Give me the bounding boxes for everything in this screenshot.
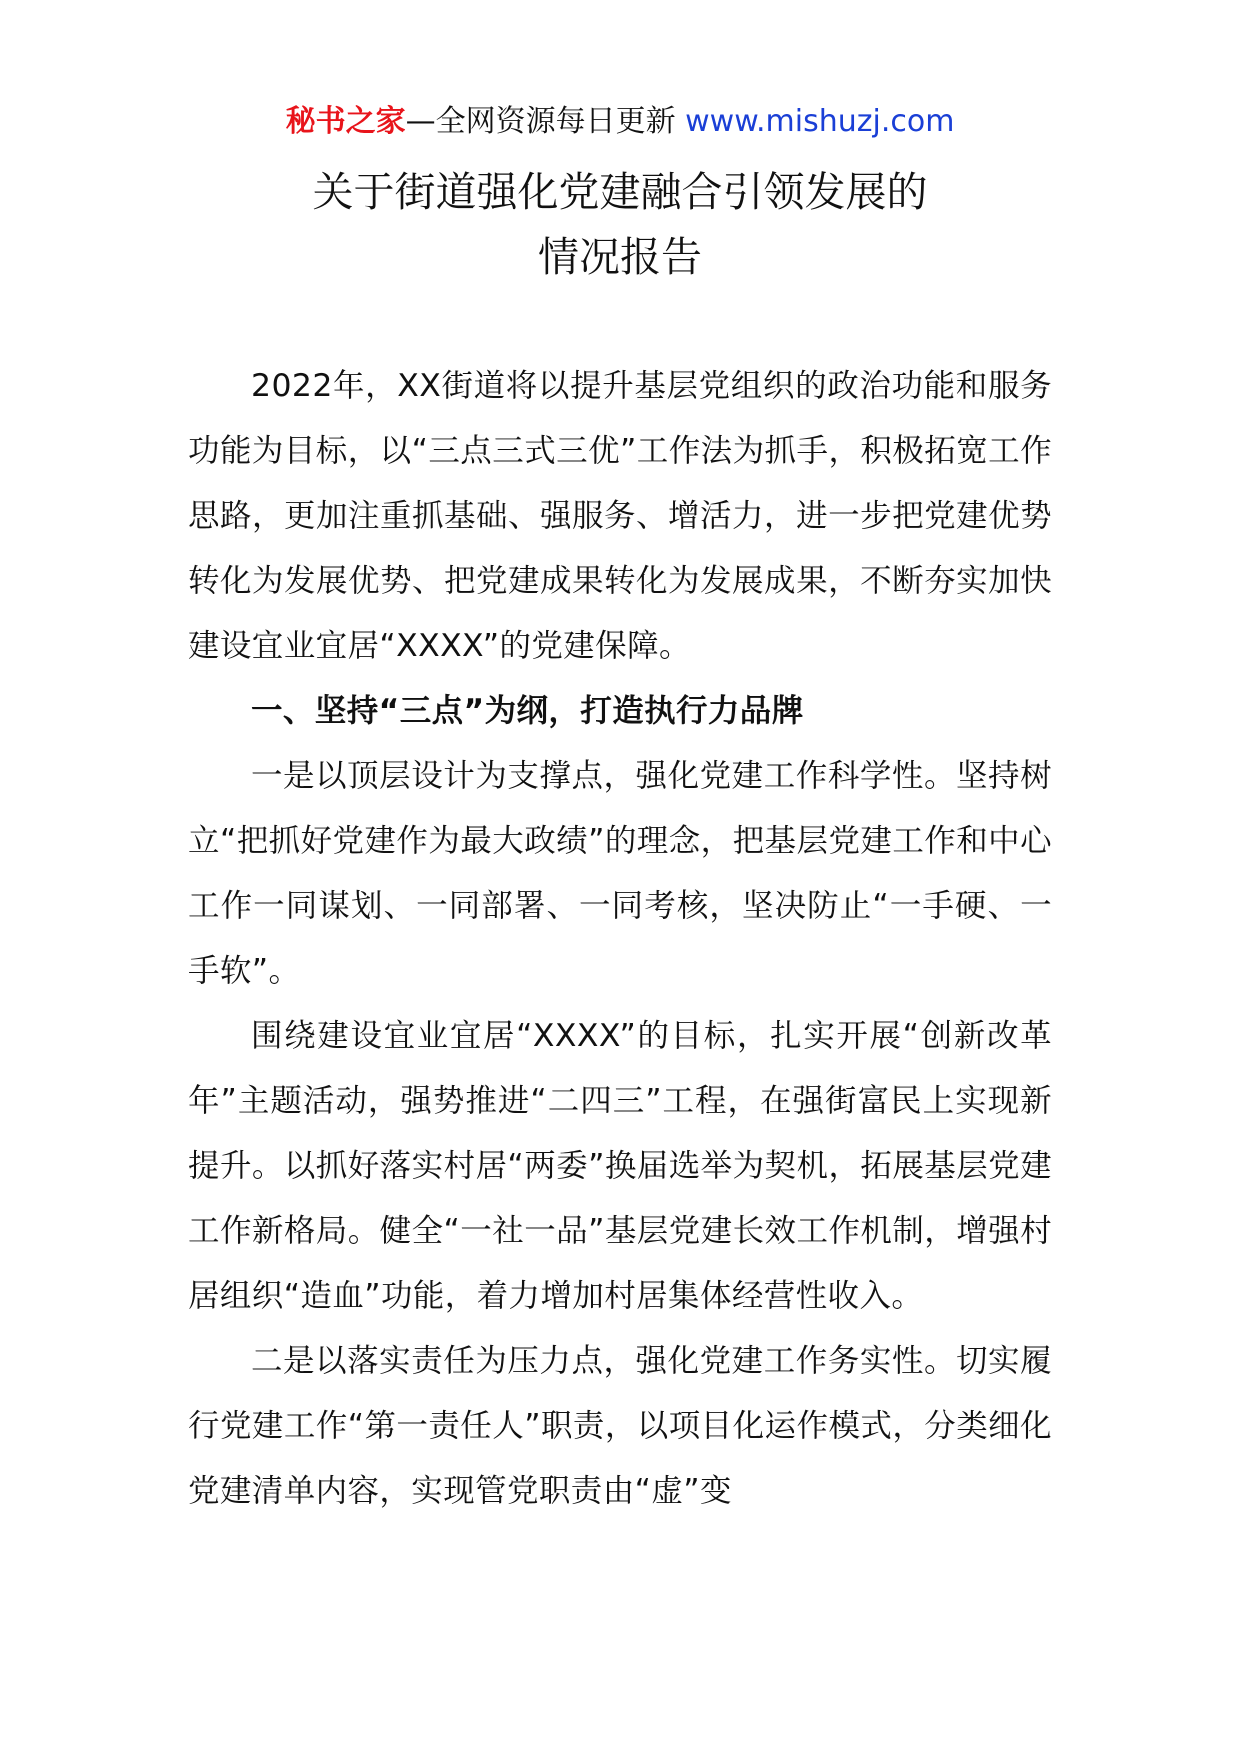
site-header: [0, 102, 1240, 142]
document-title-line-1: 关于街道强化党建融合引领发展的: [312, 168, 928, 216]
body-paragraph: 二是以落实责任为压力点，强化党建工作务实性。切实履行党建工作“第一责任人”职责，以项目化运作模式，分类细化党建清单内容，实现管党职责由“虚”变: [188, 1343, 1052, 1509]
site-brand: 秘书之家: [285, 104, 406, 139]
site-url-link[interactable]: www.mishuzj.com: [685, 104, 955, 139]
body-paragraph: 围绕建设宜业宜居“XXXX”的目标，扎实开展“创新改革年”主题活动，强势推进“二四三”工程，在强街富民上实现新提升。以抓好落实村居“两委”换届选举为契机，拓展基层党建工作新格局。健全“一社一品”基层党建长效工作机制，增强村居组织“造血”功能，着力增加村居集体经营性收入。: [188, 1018, 1052, 1314]
site-slogan: —全网资源每日更新: [405, 104, 686, 139]
document-body: [188, 354, 1052, 1524]
document-title-line-2: 情况报告: [538, 233, 702, 281]
section-heading: 一、坚持“三点”为纲，打造执行力品牌: [251, 693, 804, 729]
body-paragraph: 一是以顶层设计为支撑点，强化党建工作科学性。坚持树立“把抓好党建作为最大政绩”的理念，把基层党建工作和中心工作一同谋划、一同部署、一同考核，坚决防止“一手硬、一手软”。: [188, 758, 1052, 989]
body-paragraph: 2022年，XX街道将以提升基层党组织的政治功能和服务功能为目标，以“三点三式三优”工作法为抓手，积极拓宽工作思路，更加注重抓基础、强服务、增活力，进一步把党建优势转化为发展优势、把党建成果转化为发展成果，不断夯实加快建设宜业宜居“XXXX”的党建保障。: [188, 368, 1052, 664]
